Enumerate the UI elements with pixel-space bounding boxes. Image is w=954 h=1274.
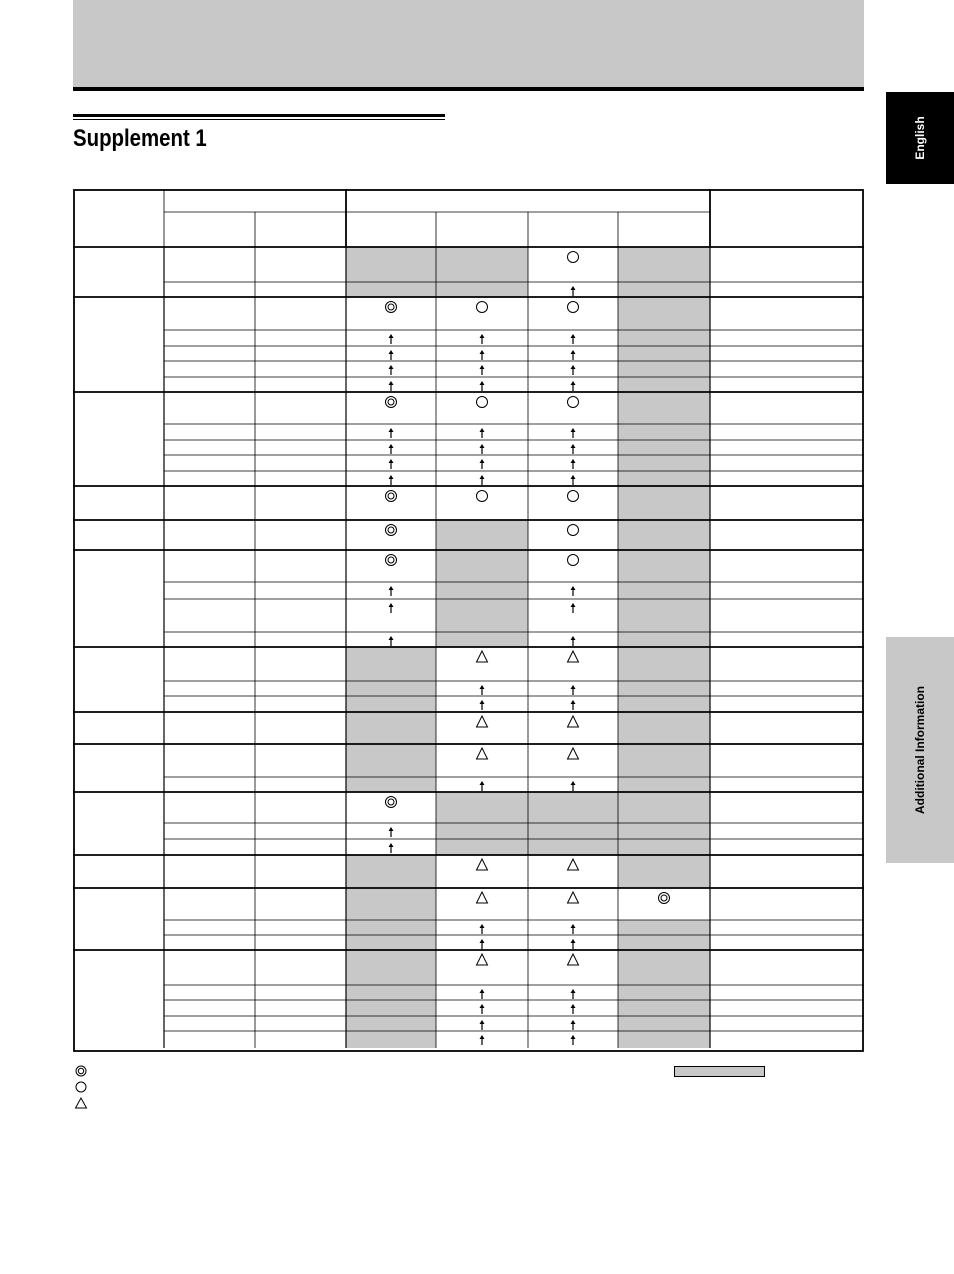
arrow-head <box>571 700 576 704</box>
arrow-head <box>389 603 394 607</box>
shaded-cell <box>618 361 710 377</box>
shaded-cell <box>528 792 618 823</box>
arrow-up-icon <box>480 350 485 360</box>
side-tab-english[interactable] <box>886 92 954 184</box>
arrow-up-icon <box>571 603 576 613</box>
shaded-cell <box>346 1000 436 1016</box>
shaded-cell <box>436 839 528 855</box>
triangle-icon <box>568 748 579 759</box>
arrow-head <box>571 685 576 689</box>
shaded-cell <box>618 777 710 792</box>
shaded-cell <box>618 823 710 839</box>
arrow-up-icon <box>480 444 485 454</box>
shaded-cell <box>618 696 710 712</box>
arrow-up-icon <box>389 444 394 454</box>
legend-shaded-swatch <box>674 1066 765 1077</box>
triangle-icon <box>568 954 579 965</box>
shaded-cell <box>618 486 710 520</box>
double-circle-outer <box>386 555 397 566</box>
arrow-head <box>571 286 576 290</box>
arrow-head <box>571 365 576 369</box>
double-circle-inner <box>388 557 394 563</box>
circle-icon <box>568 555 579 566</box>
arrow-head <box>389 843 394 847</box>
shaded-cell <box>436 792 528 823</box>
shaded-cell <box>436 823 528 839</box>
side-tab-additional-label: Additional Information <box>913 686 927 814</box>
legend-double-outer <box>76 1066 86 1076</box>
arrow-head <box>571 1020 576 1024</box>
arrow-up-icon <box>480 459 485 469</box>
arrow-head <box>571 781 576 785</box>
shaded-cell <box>346 712 436 744</box>
shaded-cell <box>618 582 710 599</box>
shaded-cell <box>618 632 710 647</box>
double-circle-inner <box>388 399 394 405</box>
arrow-up-icon <box>389 350 394 360</box>
double-circle-inner <box>388 799 394 805</box>
shaded-cell <box>346 950 436 985</box>
arrow-up-icon <box>480 924 485 934</box>
header-band <box>73 0 864 87</box>
legend-triangle <box>76 1098 87 1108</box>
arrow-head <box>571 444 576 448</box>
triangle-icon <box>568 892 579 903</box>
shaded-cell <box>528 839 618 855</box>
arrow-head <box>389 350 394 354</box>
shaded-cell <box>528 823 618 839</box>
shaded-cell <box>618 920 710 935</box>
arrow-up-icon <box>389 365 394 375</box>
double-circle-icon <box>386 797 397 808</box>
arrow-up-icon <box>571 636 576 646</box>
arrow-up-icon <box>480 989 485 999</box>
shaded-cell <box>346 681 436 696</box>
shaded-cell <box>618 599 710 632</box>
arrow-head <box>389 365 394 369</box>
shaded-cell <box>436 282 528 297</box>
arrow-up-icon <box>480 685 485 695</box>
double-circle-inner <box>388 527 394 533</box>
shaded-cell <box>346 1016 436 1031</box>
shaded-cell <box>618 520 710 550</box>
arrow-up-icon <box>571 381 576 391</box>
shaded-cell <box>346 985 436 1000</box>
arrow-up-icon <box>571 939 576 949</box>
arrow-head <box>480 685 485 689</box>
arrow-head <box>480 428 485 432</box>
shaded-cell <box>618 681 710 696</box>
arrow-head <box>480 381 485 385</box>
arrow-up-icon <box>480 1035 485 1045</box>
triangle-icon <box>477 716 488 727</box>
arrow-head <box>571 636 576 640</box>
arrow-head <box>571 334 576 338</box>
arrow-up-icon <box>389 475 394 485</box>
arrow-up-icon <box>571 350 576 360</box>
double-circle-outer <box>386 491 397 502</box>
shaded-cell <box>618 1000 710 1016</box>
circle-icon <box>568 302 579 313</box>
shaded-cell <box>618 377 710 392</box>
triangle-icon <box>568 716 579 727</box>
arrow-up-icon <box>480 475 485 485</box>
shaded-cell <box>346 935 436 950</box>
arrow-up-icon <box>571 685 576 695</box>
arrow-up-icon <box>571 1035 576 1045</box>
triangle-icon <box>477 859 488 870</box>
triangle-icon <box>477 651 488 662</box>
title-rule <box>73 114 445 120</box>
double-circle-inner <box>388 304 394 310</box>
arrow-up-icon <box>389 334 394 344</box>
arrow-head <box>480 365 485 369</box>
arrow-head <box>571 459 576 463</box>
arrow-head <box>480 459 485 463</box>
arrow-head <box>480 475 485 479</box>
arrow-head <box>389 444 394 448</box>
shaded-cell <box>618 647 710 681</box>
double-circle-icon <box>386 491 397 502</box>
arrow-head <box>480 1035 485 1039</box>
shaded-cell <box>618 1016 710 1031</box>
circle-icon <box>477 397 488 408</box>
shaded-cell <box>436 550 528 582</box>
arrow-head <box>571 428 576 432</box>
shaded-cell <box>436 247 528 282</box>
compatibility-table <box>73 189 864 1052</box>
arrow-head <box>389 459 394 463</box>
arrow-head <box>571 350 576 354</box>
double-circle-icon <box>76 1066 86 1076</box>
arrow-up-icon <box>571 924 576 934</box>
arrow-head <box>571 1004 576 1008</box>
triangle-icon <box>477 748 488 759</box>
arrow-up-icon <box>389 843 394 853</box>
shaded-cell <box>618 440 710 455</box>
shaded-cell <box>618 792 710 823</box>
arrow-up-icon <box>571 444 576 454</box>
arrow-head <box>571 939 576 943</box>
shaded-cell <box>346 920 436 935</box>
arrow-head <box>389 636 394 640</box>
shaded-cell <box>618 297 710 330</box>
arrow-head <box>571 989 576 993</box>
double-circle-icon <box>386 525 397 536</box>
circle-icon <box>568 397 579 408</box>
shaded-cell <box>618 392 710 424</box>
shaded-cell <box>618 985 710 1000</box>
shaded-cell <box>436 582 528 599</box>
arrow-up-icon <box>389 428 394 438</box>
double-circle-inner <box>388 493 394 499</box>
arrow-up-icon <box>480 1020 485 1030</box>
arrow-up-icon <box>480 334 485 344</box>
circle-icon <box>477 491 488 502</box>
arrow-head <box>480 334 485 338</box>
arrow-up-icon <box>480 939 485 949</box>
arrow-up-icon <box>571 428 576 438</box>
arrow-up-icon <box>389 586 394 596</box>
arrow-up-icon <box>389 827 394 837</box>
double-circle-icon <box>386 555 397 566</box>
arrow-up-icon <box>571 475 576 485</box>
double-circle-inner <box>661 895 667 901</box>
arrow-head <box>480 444 485 448</box>
arrow-up-icon <box>480 365 485 375</box>
arrow-head <box>480 924 485 928</box>
arrow-up-icon <box>389 603 394 613</box>
arrow-head <box>480 781 485 785</box>
shaded-cell <box>618 839 710 855</box>
arrow-head <box>389 586 394 590</box>
shaded-cell <box>436 520 528 550</box>
double-circle-icon <box>386 302 397 313</box>
shaded-cell <box>346 1031 436 1048</box>
shaded-cell <box>346 855 436 888</box>
shaded-cell <box>618 935 710 950</box>
double-circle-outer <box>386 397 397 408</box>
arrow-up-icon <box>389 636 394 646</box>
arrow-up-icon <box>480 381 485 391</box>
shaded-cell <box>346 744 436 777</box>
arrow-up-icon <box>480 1004 485 1014</box>
shaded-cell <box>346 282 436 297</box>
shaded-cell <box>618 744 710 777</box>
arrow-head <box>389 381 394 385</box>
arrow-head <box>571 586 576 590</box>
circle-icon <box>568 252 579 263</box>
double-circle-outer <box>386 525 397 536</box>
arrow-head <box>389 475 394 479</box>
arrow-up-icon <box>571 1004 576 1014</box>
arrow-up-icon <box>571 586 576 596</box>
header-rule <box>73 87 864 91</box>
double-circle-outer <box>659 893 670 904</box>
arrow-head <box>389 334 394 338</box>
page-title: Supplement 1 <box>73 125 207 152</box>
shaded-cell <box>618 712 710 744</box>
arrow-up-icon <box>571 286 576 296</box>
triangle-icon <box>568 651 579 662</box>
arrow-up-icon <box>571 365 576 375</box>
arrow-head <box>389 827 394 831</box>
arrow-up-icon <box>480 428 485 438</box>
shaded-cell <box>346 888 436 920</box>
double-circle-outer <box>386 797 397 808</box>
arrow-head <box>571 924 576 928</box>
legend-double-inner <box>78 1068 83 1073</box>
shaded-cell <box>618 855 710 888</box>
arrow-head <box>480 1004 485 1008</box>
side-tab-additional-information[interactable] <box>886 637 954 863</box>
arrow-head <box>571 1035 576 1039</box>
arrow-head <box>480 989 485 993</box>
arrow-head <box>480 939 485 943</box>
arrow-up-icon <box>389 459 394 469</box>
shaded-cell <box>618 346 710 361</box>
arrow-head <box>571 603 576 607</box>
shaded-cell <box>618 282 710 297</box>
circle-icon <box>76 1082 86 1092</box>
side-tab-english-label: English <box>913 116 927 160</box>
shaded-cell <box>618 330 710 346</box>
shaded-cell <box>618 550 710 582</box>
arrow-up-icon <box>480 700 485 710</box>
shaded-cell <box>346 696 436 712</box>
shaded-cell <box>346 777 436 792</box>
shaded-cell <box>618 424 710 440</box>
shaded-cell <box>436 599 528 632</box>
arrow-head <box>480 1020 485 1024</box>
arrow-up-icon <box>389 381 394 391</box>
shaded-cell <box>618 455 710 471</box>
arrow-head <box>571 475 576 479</box>
triangle-icon <box>477 892 488 903</box>
shaded-cell <box>346 647 436 681</box>
shaded-cell <box>618 950 710 985</box>
shaded-cell <box>346 247 436 282</box>
triangle-icon <box>76 1098 87 1108</box>
shaded-cell <box>618 1031 710 1048</box>
double-circle-outer <box>386 302 397 313</box>
arrow-up-icon <box>571 1020 576 1030</box>
shaded-cell <box>618 247 710 282</box>
arrow-up-icon <box>571 781 576 791</box>
circle-icon <box>568 525 579 536</box>
arrow-up-icon <box>571 989 576 999</box>
arrow-head <box>480 700 485 704</box>
arrow-up-icon <box>571 459 576 469</box>
arrow-up-icon <box>480 781 485 791</box>
circle-icon <box>477 302 488 313</box>
triangle-icon <box>568 859 579 870</box>
arrow-head <box>480 350 485 354</box>
double-circle-icon <box>386 397 397 408</box>
double-circle-icon <box>659 893 670 904</box>
arrow-up-icon <box>571 334 576 344</box>
arrow-head <box>389 428 394 432</box>
legend-circle <box>76 1082 86 1092</box>
shaded-cell <box>436 632 528 647</box>
arrow-head <box>571 381 576 385</box>
arrow-up-icon <box>571 700 576 710</box>
shaded-cell <box>618 471 710 486</box>
triangle-icon <box>477 954 488 965</box>
circle-icon <box>568 491 579 502</box>
